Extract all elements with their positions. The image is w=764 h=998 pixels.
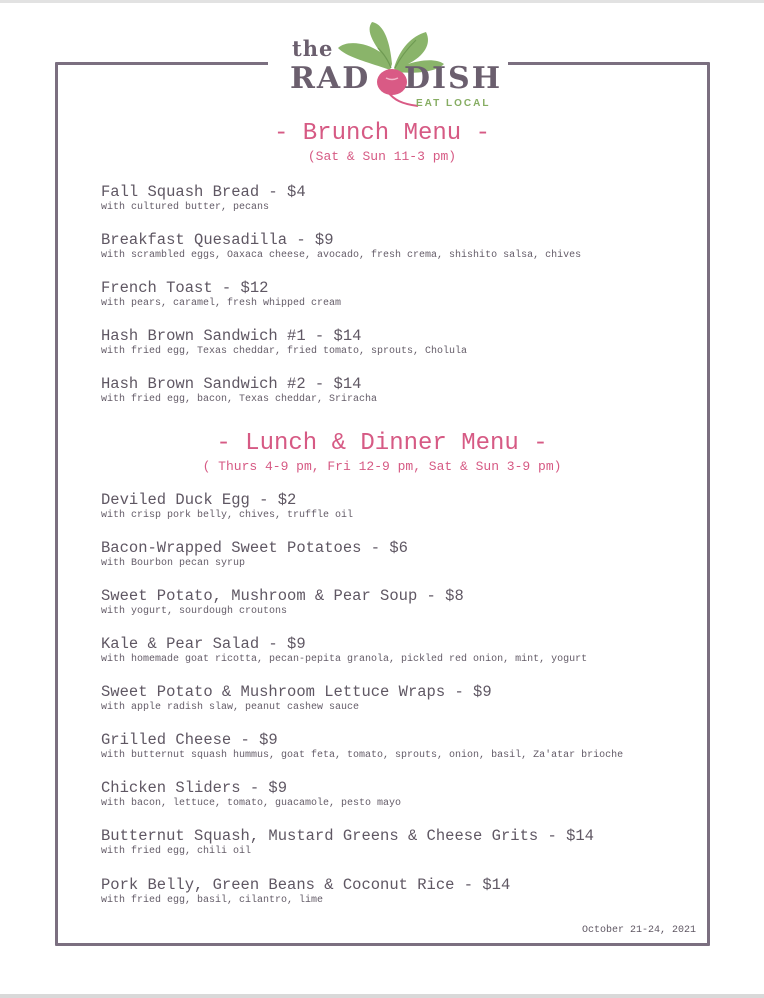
item-desc: with scrambled eggs, Oaxaca cheese, avocado, fresh crema, shishito salsa, chives: [101, 250, 582, 261]
menu-item: [101, 635, 587, 665]
brunch-title: - Brunch Menu -: [273, 120, 491, 147]
item-name: Sweet Potato & Mushroom Lettuce Wraps - $9: [101, 683, 492, 701]
item-name: Hash Brown Sandwich #2 - $14: [101, 375, 362, 393]
menu-item: [101, 779, 401, 809]
item-desc: with Bourbon pecan syrup: [101, 558, 246, 569]
brunch-hours: (Sat & Sun 11-3 pm): [307, 149, 457, 164]
menu-item: [101, 327, 467, 357]
menu-item: [101, 183, 306, 213]
menu-date: October 21-24, 2021: [581, 925, 696, 936]
item-name: French Toast - $12: [101, 279, 269, 297]
item-name: Butternut Squash, Mustard Greens & Cheese Grits - $14: [101, 827, 594, 845]
item-name: Grilled Cheese - $9: [101, 731, 278, 749]
logo-the: the: [292, 36, 334, 61]
menu-item: [101, 491, 353, 521]
lunch-title: - Lunch & Dinner Menu -: [216, 430, 548, 457]
item-desc: with fried egg, Texas cheddar, fried tomato, sprouts, Cholula: [101, 346, 468, 357]
item-desc: with fried egg, bacon, Texas cheddar, Sriracha: [101, 394, 378, 405]
menu-item: [101, 231, 581, 261]
item-desc: with yogurt, sourdough croutons: [101, 606, 288, 617]
item-desc: with butternut squash hummus, goat feta, tomato, sprouts, onion, basil, Za'atar brioche: [101, 750, 624, 761]
logo-tagline: EAT LOCAL: [416, 98, 491, 109]
item-desc: with fried egg, chili oil: [101, 846, 252, 857]
menu-item: [101, 587, 464, 617]
lunch-header: [0, 430, 764, 474]
menu-item: [101, 539, 408, 569]
item-desc: with crisp pork belly, chives, truffle oil: [101, 510, 354, 521]
item-name: Bacon-Wrapped Sweet Potatoes - $6: [101, 539, 408, 557]
lunch-hours: ( Thurs 4-9 pm, Fri 12-9 pm, Sat & Sun 3-9 pm): [202, 459, 562, 474]
menu-item: [101, 876, 510, 906]
item-desc: with fried egg, basil, cilantro, lime: [101, 895, 324, 906]
item-name: Chicken Sliders - $9: [101, 779, 288, 797]
item-name: Pork Belly, Green Beans & Coconut Rice - $14: [101, 876, 511, 894]
item-name: Deviled Duck Egg - $2: [101, 491, 297, 509]
menu-item: [101, 279, 341, 309]
top-divider: [0, 0, 764, 3]
item-name: Fall Squash Bread - $4: [101, 183, 306, 201]
menu-item: [101, 375, 377, 405]
item-desc: with apple radish slaw, peanut cashew sauce: [101, 702, 360, 713]
item-desc: with homemade goat ricotta, pecan-pepita granola, pickled red onion, mint, yogurt: [101, 654, 588, 665]
item-desc: with cultured butter, pecans: [101, 202, 270, 213]
item-name: Kale & Pear Salad - $9: [101, 635, 306, 653]
logo-rad: RAD: [290, 61, 371, 96]
logo-dish: DISH: [404, 61, 503, 96]
menu-item: [101, 731, 623, 761]
item-name: Sweet Potato, Mushroom & Pear Soup - $8: [101, 587, 464, 605]
bottom-divider: [0, 994, 764, 998]
brunch-header: [0, 120, 764, 164]
item-desc: with bacon, lettuce, tomato, guacamole, pesto mayo: [101, 798, 402, 809]
menu-item: [101, 683, 492, 713]
item-desc: with pears, caramel, fresh whipped cream: [101, 298, 342, 309]
menu-item: [101, 827, 594, 857]
item-name: Breakfast Quesadilla - $9: [101, 231, 334, 249]
logo: [288, 18, 503, 110]
item-name: Hash Brown Sandwich #1 - $14: [101, 327, 362, 345]
